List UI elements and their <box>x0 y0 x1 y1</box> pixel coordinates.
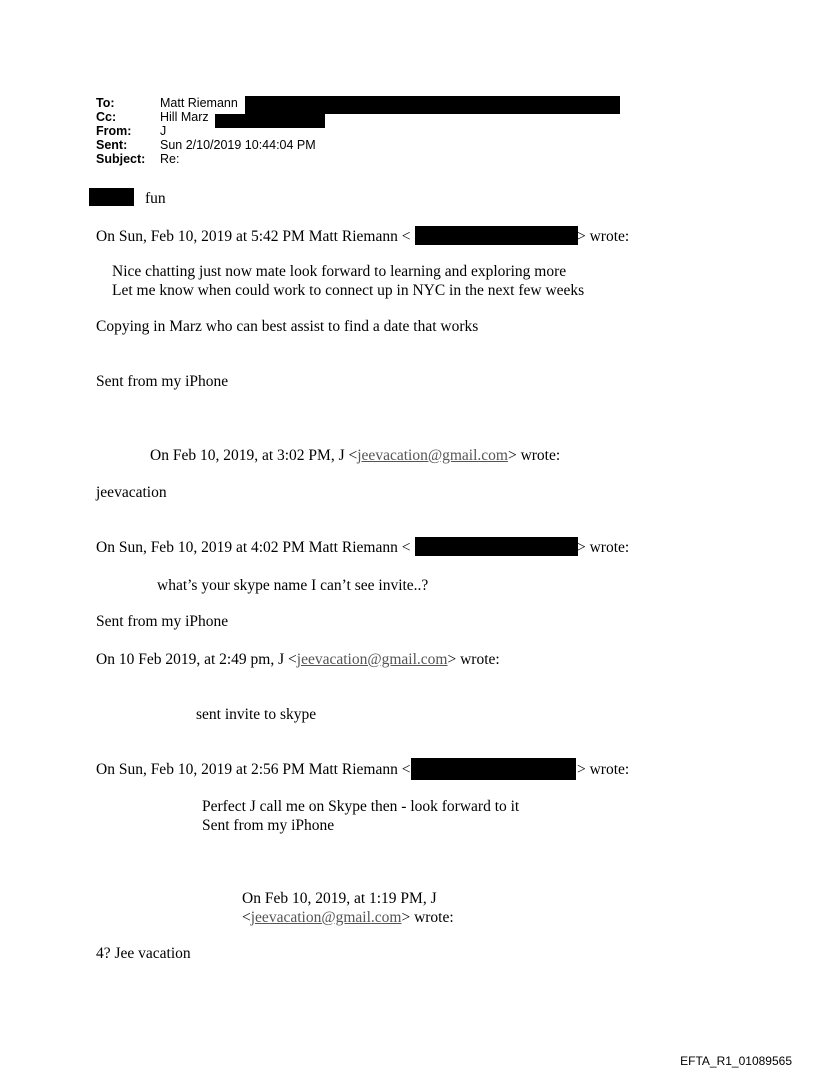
cc-value: Hill Marz <box>160 110 209 124</box>
email-link[interactable]: jeevacation@gmail.com <box>357 447 508 464</box>
reply-text: fun <box>145 190 166 207</box>
to-label: To: <box>96 96 115 110</box>
redaction-cc <box>215 114 325 128</box>
sent-value: Sun 2/10/2019 10:44:04 PM <box>160 138 316 152</box>
quote-header-6: On Feb 10, 2019, at 1:19 PM, J <box>242 890 437 907</box>
to-value: Matt Riemann <box>160 96 238 110</box>
quote-header-4: On 10 Feb 2019, at 2:49 pm, J <jeevacation@gmail.com> wrote: <box>96 651 500 668</box>
document-id: EFTA_R1_01089565 <box>680 1054 792 1068</box>
subject-label: Subject: <box>96 152 146 166</box>
cc-label: Cc: <box>96 110 117 124</box>
redaction-email-5 <box>411 758 576 780</box>
email-link[interactable]: jeevacation@gmail.com <box>250 909 402 926</box>
quote-header-3: On Sun, Feb 10, 2019 at 4:02 PM Matt Riemann < <box>96 539 411 556</box>
from-value: J <box>160 124 167 138</box>
message-line: Copying in Marz who can best assist to find a date that works <box>96 318 479 335</box>
signature: Sent from my iPhone <box>96 373 229 390</box>
signature: Sent from my iPhone <box>96 613 229 630</box>
redaction-email-3 <box>415 537 578 556</box>
message-line: Perfect J call me on Skype then - look forward to it <box>202 798 520 815</box>
subject-value: Re: <box>160 152 180 166</box>
redaction-email-1 <box>415 226 578 245</box>
email-link[interactable]: jeevacation@gmail.com <box>296 651 448 668</box>
from-label: From: <box>96 124 132 138</box>
message-line: jeevacation <box>96 484 167 501</box>
quote-header-5-suffix: > wrote: <box>577 761 630 778</box>
message-line: what’s your skype name I can’t see invite..? <box>157 577 429 594</box>
quote-header-3-suffix: > wrote: <box>577 539 630 556</box>
quote-header-1: On Sun, Feb 10, 2019 at 5:42 PM Matt Riemann < <box>96 228 411 245</box>
redaction-to <box>245 96 620 114</box>
quote-header-1-suffix: > wrote: <box>577 228 630 245</box>
quote-header-6-email: <jeevacation@gmail.com> wrote: <box>242 909 454 926</box>
redaction-greeting <box>89 188 134 206</box>
message-line: Nice chatting just now mate look forward to learning and exploring more <box>112 263 567 280</box>
message-line: sent invite to skype <box>196 706 317 723</box>
quote-header-5: On Sun, Feb 10, 2019 at 2:56 PM Matt Riemann < <box>96 761 411 778</box>
sent-label: Sent: <box>96 138 128 152</box>
message-line: 4? Jee vacation <box>96 945 191 962</box>
message-line: Let me know when could work to connect up in NYC in the next few weeks <box>112 282 585 299</box>
quote-header-2: On Feb 10, 2019, at 3:02 PM, J <jeevacation@gmail.com> wrote: <box>150 447 561 464</box>
signature: Sent from my iPhone <box>202 817 335 834</box>
